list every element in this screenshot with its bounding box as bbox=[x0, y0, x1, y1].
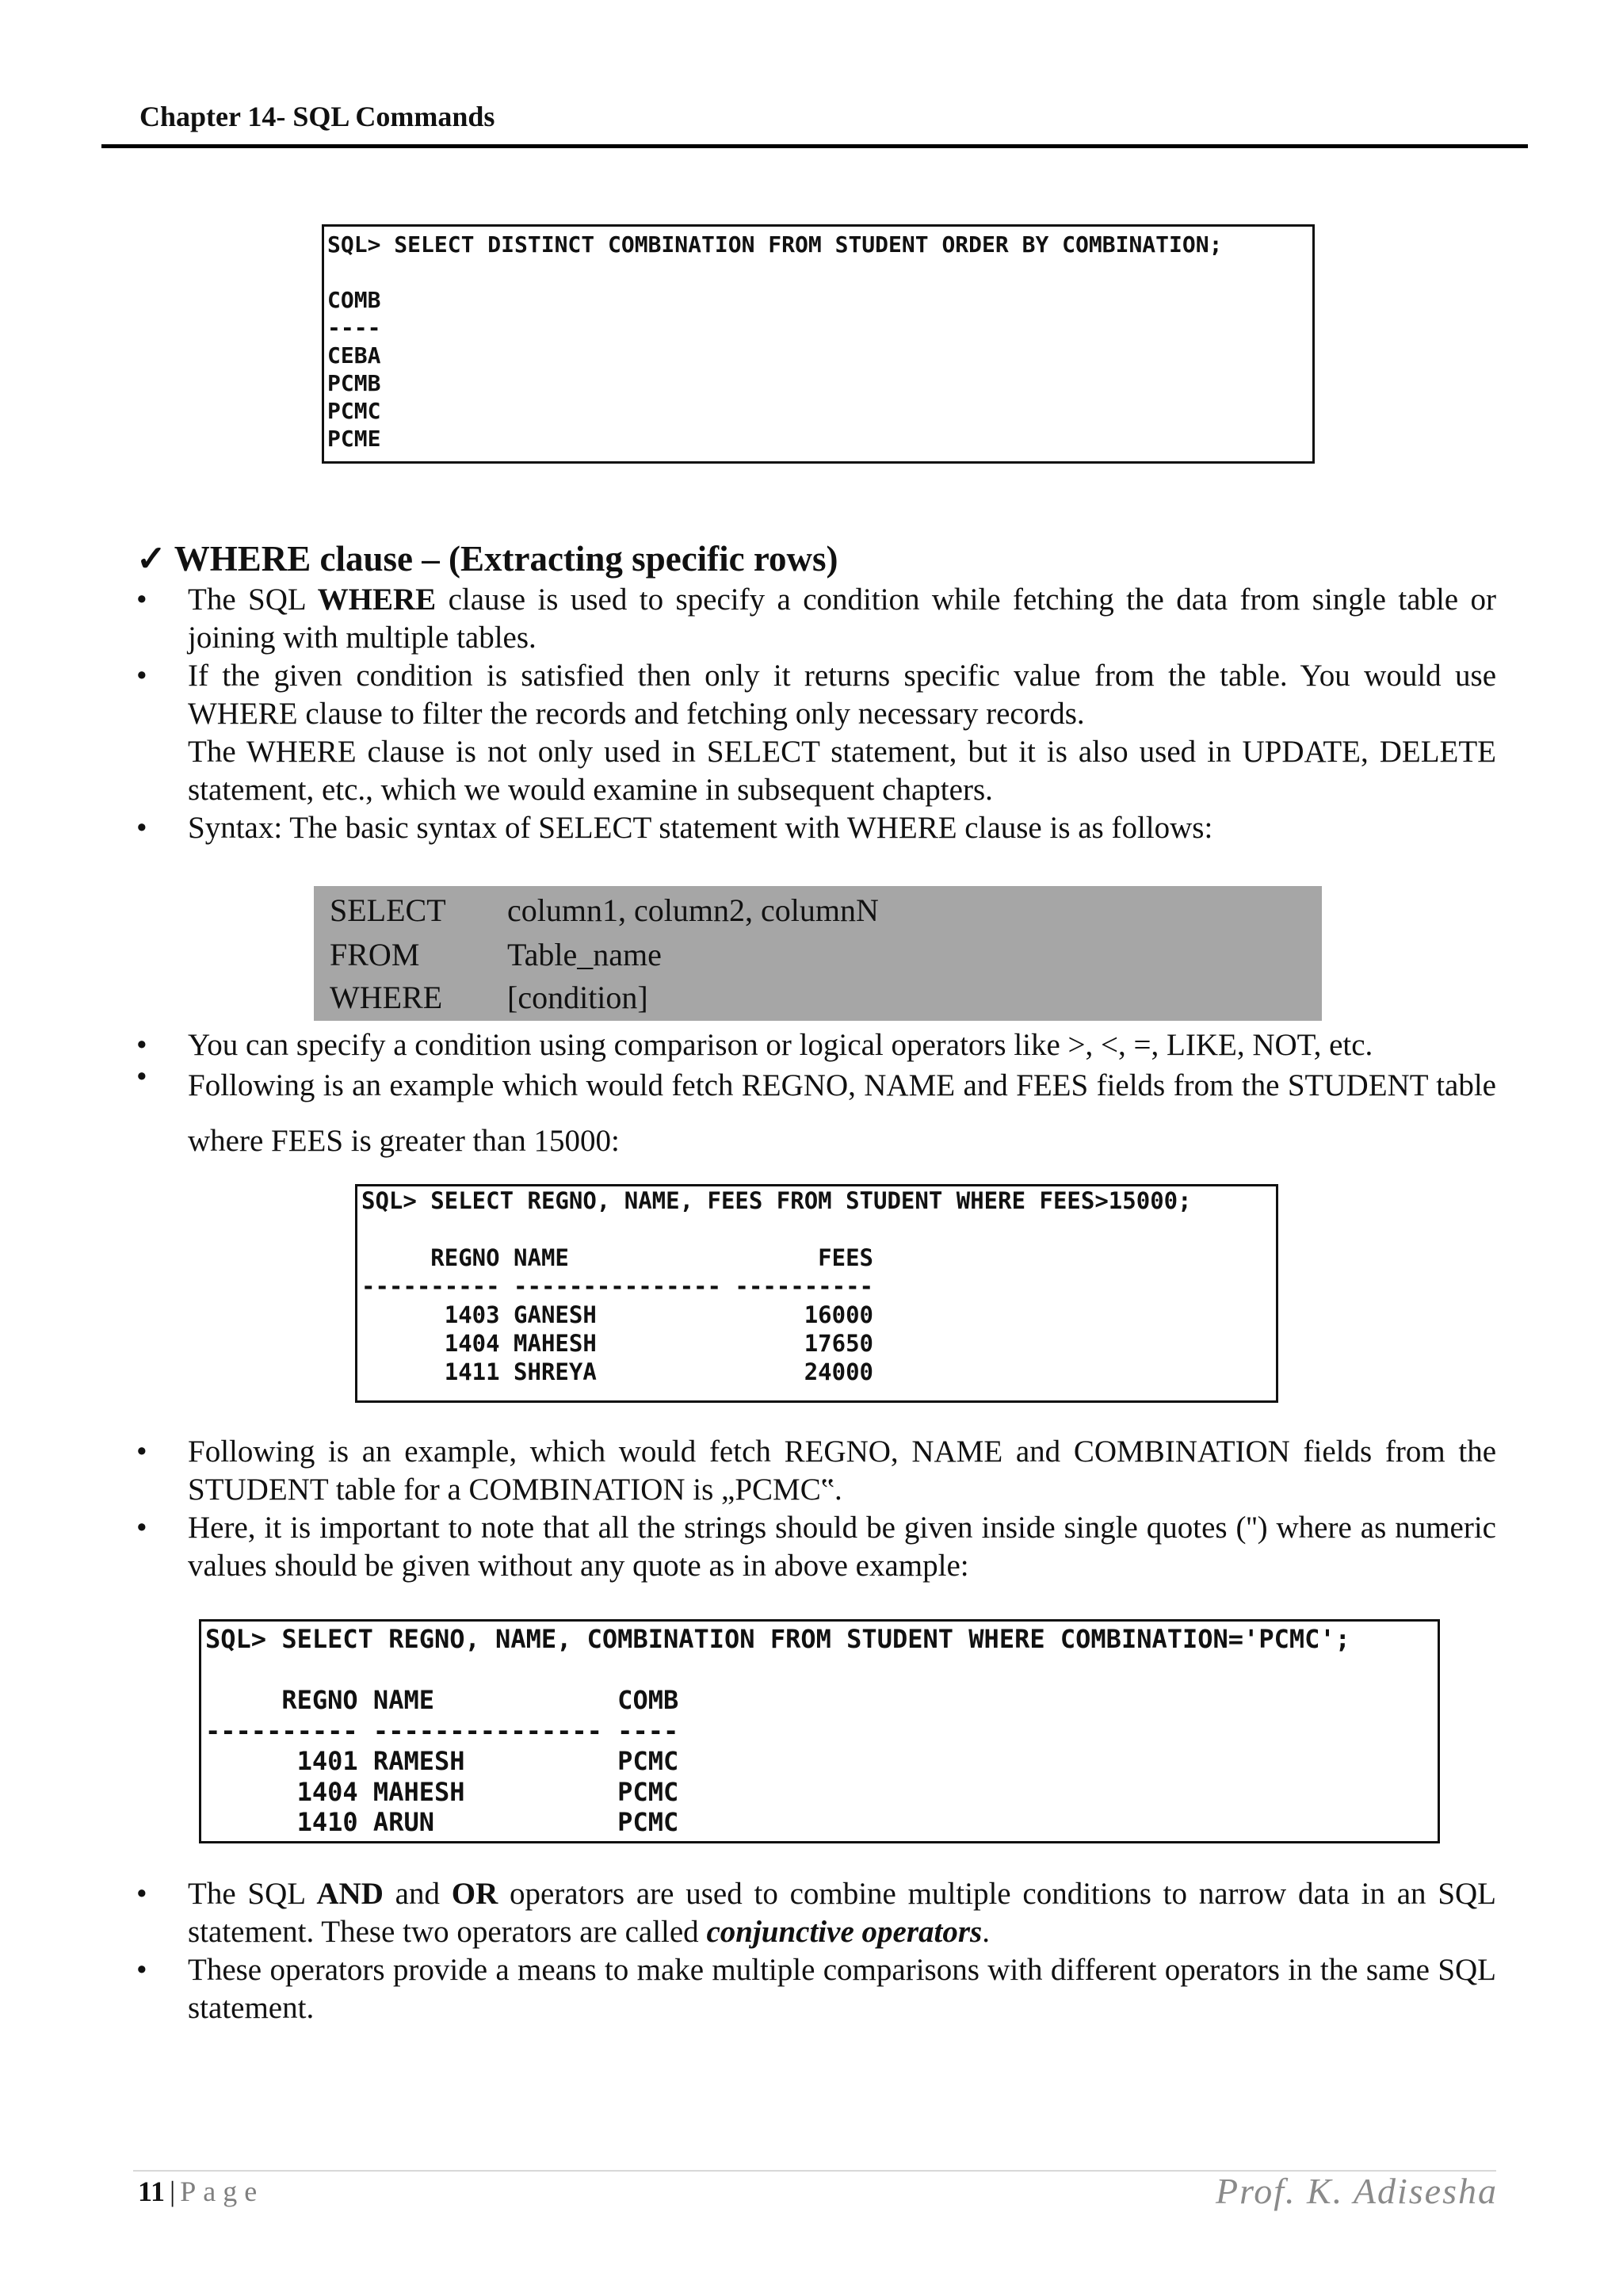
syntax-row bbox=[330, 888, 879, 933]
section-heading-text: WHERE clause – (Extracting specific rows) bbox=[174, 539, 838, 579]
bullet-text: Here, it is important to note that all the strings should be given inside single quotes ('') where as numeric values should be given without any quote as in above example: bbox=[188, 1511, 1496, 1583]
list-item bbox=[136, 1875, 1496, 1951]
sql-output-line: 1403 GANESH 16000 bbox=[361, 1301, 874, 1328]
sql-output-line: 1401 RAMESH PCMC bbox=[205, 1746, 679, 1776]
sql-output-line: SQL> SELECT DISTINCT COMBINATION FROM STUDENT ORDER BY COMBINATION; bbox=[327, 231, 1223, 258]
bullet-text-run: AND bbox=[316, 1877, 384, 1911]
page-separator: | bbox=[170, 2176, 176, 2207]
page-number-value: 11 bbox=[138, 2176, 166, 2207]
list-item bbox=[136, 1509, 1496, 1585]
bullet-text bbox=[188, 1875, 1496, 1951]
bullet-text-run: . bbox=[982, 1915, 990, 1949]
bullet-text: Following is an example, which would fetch REGNO, NAME and COMBINATION fields from the STUDENT table for a COMBINATION is „PCMC‟. bbox=[188, 1435, 1496, 1507]
syntax-value: [condition] bbox=[507, 980, 648, 1015]
bullet-text: Following is an example which would fetch REGNO, NAME and FEES fields from the STUDENT table where FEES is greater than 15000: bbox=[188, 1068, 1496, 1158]
bullet-text-run: These operators provide a means to make multiple comparisons with different operators in the same SQL statement. bbox=[188, 1953, 1496, 2025]
sql-output-line: PCMB bbox=[327, 370, 381, 396]
syntax-block bbox=[314, 886, 1322, 1021]
sql-output-line: 1410 ARUN PCMC bbox=[205, 1807, 679, 1837]
sql-output-line: REGNO NAME COMB bbox=[205, 1685, 679, 1715]
list-item bbox=[136, 657, 1496, 809]
bullet-icon: • bbox=[136, 1028, 147, 1062]
bullet-icon: • bbox=[136, 1953, 147, 1987]
syntax-keyword: SELECT bbox=[330, 892, 446, 928]
bullet-text-run: and bbox=[383, 1877, 452, 1911]
list-item bbox=[136, 581, 1496, 657]
sql-output-line: PCMC bbox=[327, 398, 381, 424]
sql-output-line: CEBA bbox=[327, 342, 381, 369]
chapter-title: Chapter 14- SQL Commands bbox=[139, 101, 495, 132]
syntax-keyword: FROM bbox=[330, 937, 420, 972]
list-item bbox=[136, 1433, 1496, 1509]
bullet-icon: • bbox=[136, 1060, 147, 1094]
bullet-text: You can specify a condition using comparison or logical operators like >, <, =, LIKE, NOT, etc. bbox=[188, 1028, 1373, 1062]
operators-bullets bbox=[136, 1026, 1496, 1169]
sql-output-line: ---------- --------------- ---- bbox=[205, 1715, 679, 1746]
section-heading bbox=[136, 537, 838, 579]
bullet-icon: • bbox=[136, 583, 147, 617]
bullet-text-run: The SQL bbox=[188, 583, 318, 617]
bullet-text bbox=[188, 581, 1496, 657]
sql-output-line: COMB bbox=[327, 287, 381, 313]
bullet-icon: • bbox=[136, 811, 147, 845]
sql-output-line bbox=[205, 1655, 1434, 1686]
bullet-text-run: conjunctive operators bbox=[706, 1915, 983, 1949]
combination-bullets bbox=[136, 1433, 1496, 1585]
sql-output-combination-query bbox=[199, 1619, 1440, 1843]
syntax-value: Table_name bbox=[507, 937, 662, 972]
page-number bbox=[138, 2175, 264, 2208]
where-clause-bullets bbox=[136, 581, 1496, 847]
bullet-text-continuation: The WHERE clause is not only used in SELECT statement, but it is also used in UPDATE, DELETE statement, etc., which we would examine in subsequent chapters. bbox=[188, 735, 1496, 807]
bullet-text bbox=[188, 809, 1496, 847]
syntax-value: column1, column2, columnN bbox=[507, 892, 879, 928]
bullet-text-run: operators are used to combine multiple conditions to narrow data in an SQL statement. These two operators are called bbox=[188, 1877, 1497, 1949]
sql-output-line: 1404 MAHESH PCMC bbox=[205, 1776, 679, 1807]
header-divider bbox=[101, 144, 1528, 148]
sql-output-distinct-combination bbox=[322, 224, 1315, 464]
sql-output-line: ---- bbox=[327, 315, 381, 341]
sql-output-line: SQL> SELECT REGNO, NAME, COMBINATION FROM STUDENT WHERE COMBINATION='PCMC'; bbox=[205, 1624, 1350, 1654]
bullet-text-run: The SQL bbox=[188, 1877, 317, 1911]
list-item bbox=[136, 1058, 1496, 1169]
checkmark-icon: ✓ bbox=[136, 539, 166, 579]
conjunctive-bullets bbox=[136, 1875, 1496, 2027]
sql-output-line: 1411 SHREYA 24000 bbox=[361, 1358, 874, 1385]
sql-output-line: REGNO NAME FEES bbox=[361, 1244, 874, 1271]
syntax-row bbox=[330, 933, 662, 977]
sql-output-fees-query bbox=[355, 1184, 1278, 1403]
syntax-keyword: WHERE bbox=[330, 980, 443, 1015]
bullet-text bbox=[188, 657, 1496, 733]
bullet-icon: • bbox=[136, 1511, 147, 1545]
list-item bbox=[136, 1951, 1496, 2027]
syntax-row bbox=[330, 976, 648, 1020]
bullet-text-run: WHERE bbox=[317, 583, 437, 617]
sql-output-line bbox=[361, 1215, 1272, 1244]
page-label: Page bbox=[180, 2176, 265, 2207]
bullet-text-run: If the given condition is satisfied then only it returns specific value from the table. You would use WHERE clause to filter the records and fetching only necessary records. bbox=[188, 659, 1496, 731]
bullet-icon: • bbox=[136, 659, 147, 693]
author-signature: Prof. K. Adisesha bbox=[1215, 2171, 1498, 2211]
bullet-icon: • bbox=[136, 1877, 147, 1911]
sql-output-line bbox=[327, 258, 1309, 286]
bullet-text bbox=[188, 1951, 1496, 2027]
bullet-icon: • bbox=[136, 1435, 147, 1469]
sql-output-line: ---------- --------------- ---------- bbox=[361, 1273, 874, 1300]
bullet-text-run: OR bbox=[451, 1877, 498, 1911]
bullet-text-run: clause is used to specify a condition while fetching the data from single table or joining with multiple tables. bbox=[188, 583, 1496, 655]
sql-output-line: SQL> SELECT REGNO, NAME, FEES FROM STUDENT WHERE FEES>15000; bbox=[361, 1187, 1192, 1214]
bullet-text-run: Syntax: The basic syntax of SELECT statement with WHERE clause is as follows: bbox=[188, 811, 1213, 845]
sql-output-line: 1404 MAHESH 17650 bbox=[361, 1330, 874, 1357]
list-item bbox=[136, 809, 1496, 847]
sql-output-line: PCME bbox=[327, 426, 381, 452]
